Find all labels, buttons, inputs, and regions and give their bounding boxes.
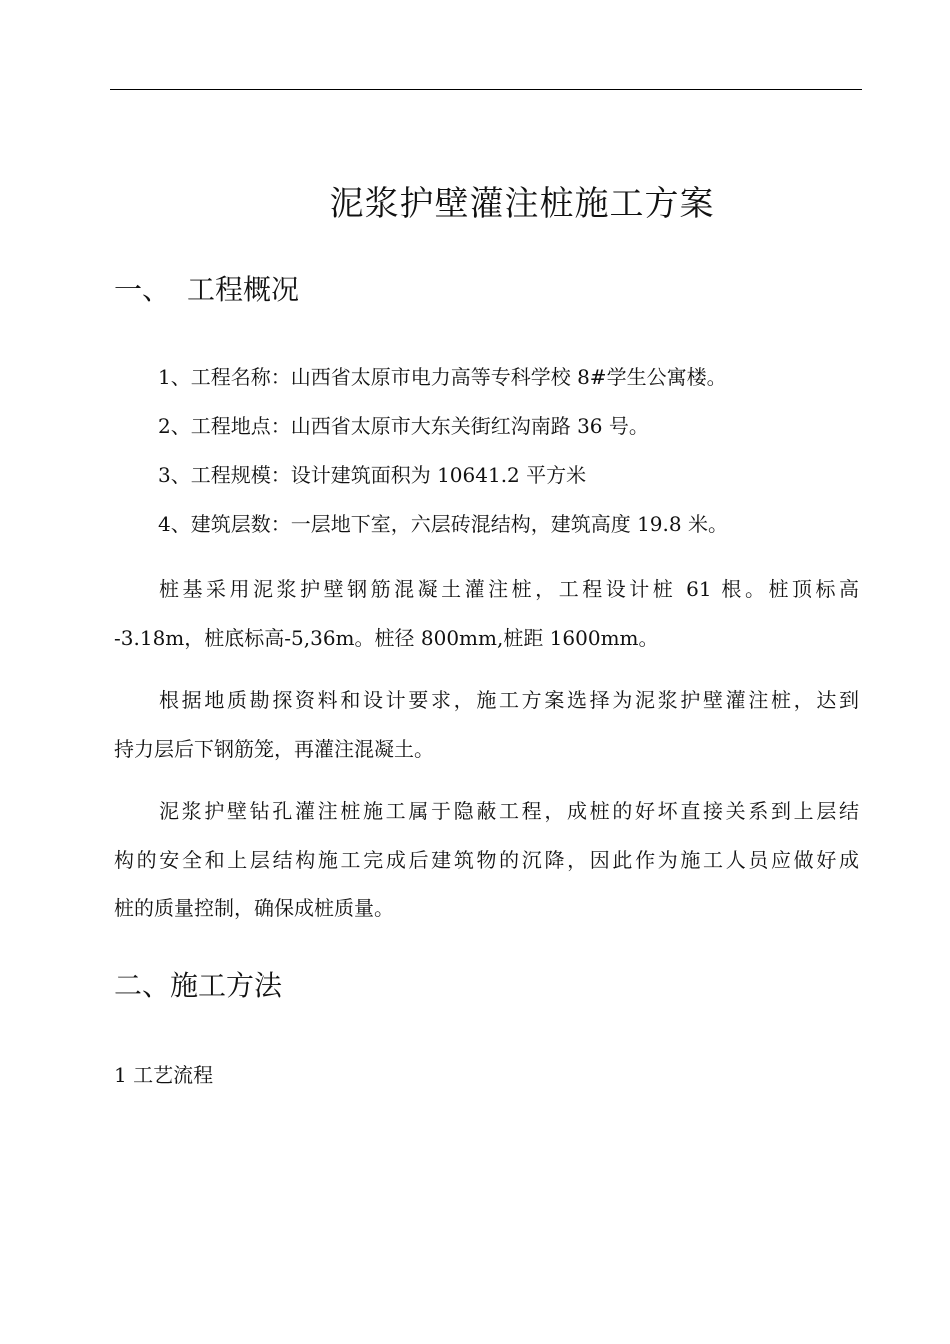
document-title: 泥浆护壁灌注桩施工方案 (329, 184, 715, 224)
construction-plan-paragraph (114, 676, 859, 773)
process-flow-subheading: 1 工艺流程 (114, 1063, 214, 1087)
paragraph-line: 根据地质勘探资料和设计要求，施工方案选择为泥浆护壁灌注桩，达到 (159, 688, 859, 712)
section-number: 一、 (114, 273, 171, 306)
header-rule (110, 89, 862, 90)
quality-control-paragraph (114, 787, 859, 933)
paragraph-line: 桩基采用泥浆护壁钢筋混凝土灌注桩，工程设计桩 61 根。桩顶标高 (159, 577, 859, 601)
paragraph-line: 泥浆护壁钻孔灌注桩施工属于隐蔽工程，成桩的好坏直接关系到上层结 (159, 799, 859, 823)
section-heading-methods: 二、施工方法 (114, 969, 283, 1002)
paragraph-line: 桩的质量控制，确保成桩质量。 (114, 896, 394, 920)
section-heading-overview (114, 270, 299, 310)
paragraph-line: 持力层后下钢筋笼，再灌注混凝土。 (114, 736, 434, 761)
project-name-item: 1、工程名称：山西省太原市电力高等专科学校 8#学生公寓楼。 (158, 365, 727, 389)
building-floors-item: 4、建筑层数：一层地下室，六层砖混结构，建筑高度 19.8 米。 (158, 512, 728, 536)
section-title: 工程概况 (187, 273, 300, 306)
project-scale-item: 3、工程规模：设计建筑面积为 10641.2 平方米 (158, 463, 587, 487)
paragraph-line: 构的安全和上层结构施工完成后建筑物的沉降，因此作为施工人员应做好成 (114, 847, 859, 872)
pile-foundation-paragraph (114, 565, 859, 662)
paragraph-line: -3.18m，桩底标高-5,36m。桩径 800mm,桩距 1600mm。 (114, 625, 659, 650)
project-location-item: 2、工程地点：山西省太原市大东关街红沟南路 36 号。 (158, 414, 649, 438)
